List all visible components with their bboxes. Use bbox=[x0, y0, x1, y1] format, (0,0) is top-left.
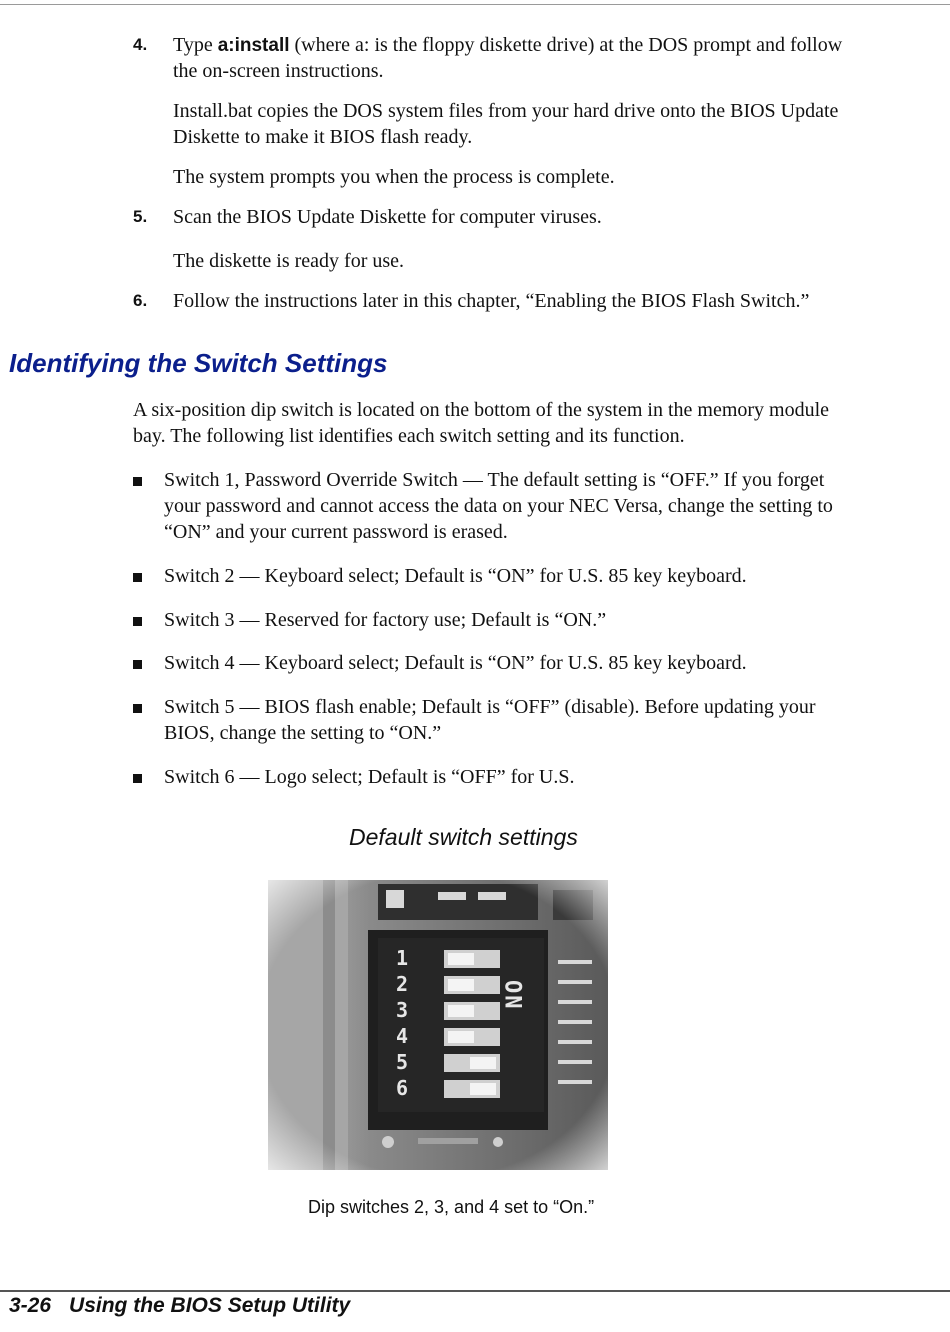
bullet-marker bbox=[133, 660, 142, 669]
step-text bbox=[173, 32, 842, 59]
bullet-text: Switch 6 — Logo select; Default is “OFF” for U.S. bbox=[164, 766, 575, 788]
step-note: The system prompts you when the process is complete. bbox=[173, 166, 615, 188]
page-number: 3-26 bbox=[9, 1294, 52, 1317]
bullet-text: Switch 1, Password Override Switch — The default setting is “OFF.” If you forget bbox=[164, 469, 825, 491]
intro-text: bay. The following list identifies each switch setting and its function. bbox=[133, 425, 685, 447]
section-heading: Identifying the Switch Settings bbox=[9, 348, 388, 378]
step-text: Follow the instructions later in this chapter, “Enabling the BIOS Flash Switch.” bbox=[173, 290, 810, 312]
bullet-marker bbox=[133, 704, 142, 713]
bullet-text: your password and cannot access the data on your NEC Versa, change the setting to bbox=[164, 495, 833, 517]
footer-rule bbox=[0, 1290, 950, 1292]
step-text: the on-screen instructions. bbox=[173, 60, 384, 82]
bullet-text: Switch 5 — BIOS flash enable; Default is “OFF” (disable). Before updating your bbox=[164, 696, 816, 718]
figure-caption: Dip switches 2, 3, and 4 set to “On.” bbox=[308, 1197, 595, 1217]
command-text: a:install bbox=[217, 35, 290, 56]
step-note: Diskette to make it BIOS flash ready. bbox=[173, 126, 473, 148]
step-text: Scan the BIOS Update Diskette for computer viruses. bbox=[173, 206, 602, 228]
step-text-prefix: Type bbox=[173, 34, 218, 56]
top-rule bbox=[0, 4, 950, 5]
step-number: 5. bbox=[133, 207, 148, 226]
step-number: 4. bbox=[133, 35, 148, 54]
step-text-suffix: (where a: is the floppy diskette drive) at the DOS prompt and follow bbox=[289, 34, 843, 56]
bullet-text: Switch 4 — Keyboard select; Default is “ON” for U.S. 85 key keyboard. bbox=[164, 652, 747, 674]
bullet-text: Switch 2 — Keyboard select; Default is “ON” for U.S. 85 key keyboard. bbox=[164, 565, 747, 587]
bullet-text: BIOS, change the setting to “ON.” bbox=[164, 722, 442, 744]
bullet-marker bbox=[133, 774, 142, 783]
step-note: The diskette is ready for use. bbox=[173, 250, 405, 272]
step-number: 6. bbox=[133, 291, 148, 310]
bullet-marker bbox=[133, 573, 142, 582]
page-footer bbox=[9, 1294, 350, 1318]
intro-text: A six-position dip switch is located on the bottom of the system in the memory module bbox=[133, 399, 830, 421]
bullet-text: Switch 3 — Reserved for factory use; Default is “ON.” bbox=[164, 609, 607, 631]
bullet-text: “ON” and your current password is erased. bbox=[164, 521, 508, 543]
chapter-title: Using the BIOS Setup Utility bbox=[69, 1294, 351, 1317]
figure-title: Default switch settings bbox=[349, 824, 578, 850]
bullet-marker bbox=[133, 617, 142, 626]
step-note: Install.bat copies the DOS system files from your hard drive onto the BIOS Update bbox=[173, 100, 839, 122]
dip-switch-photo bbox=[268, 880, 608, 1170]
bullet-marker bbox=[133, 477, 142, 486]
